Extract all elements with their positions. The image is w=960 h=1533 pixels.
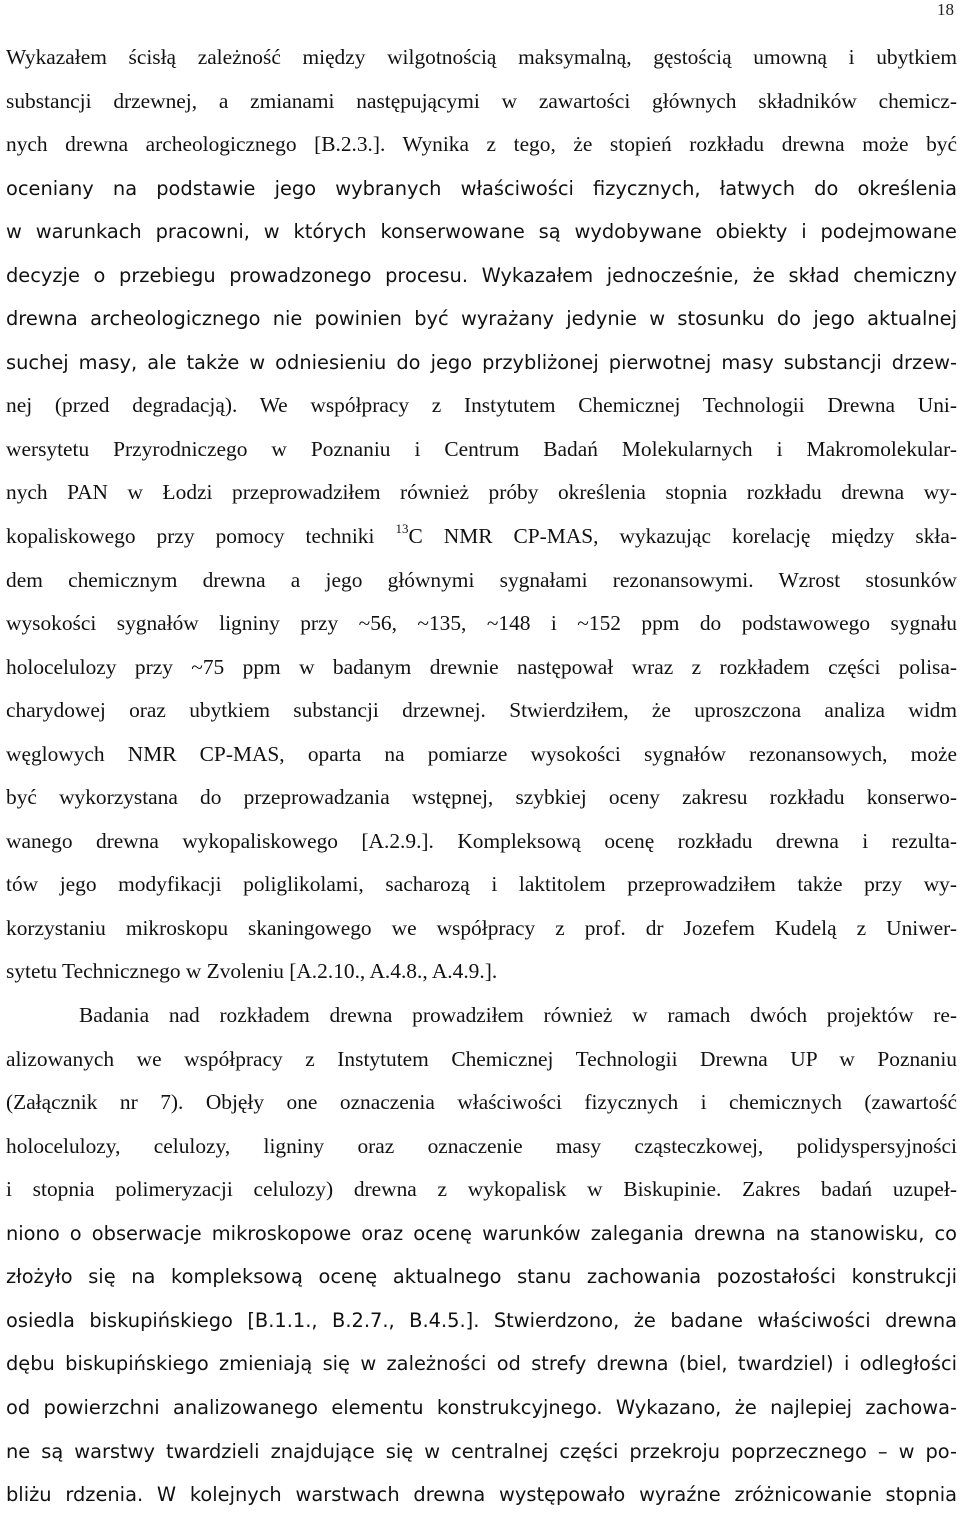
text-line: charydowej oraz ubytkiem substancji drzewnej. Stwierdziłem, że uproszczona analiza widm xyxy=(6,698,957,723)
text-line: drewna archeologicznego nie powinien być wyrażany jedynie w stosunku do jego aktualnej xyxy=(6,307,957,331)
text-line: ne są warstwy twardzieli znajdujące się w centralnej części przekroju poprzecznego – w po- xyxy=(6,1439,957,1463)
text-line: sytetu Technicznego w Zvoleniu [A.2.10., A.4.8., A.4.9.]. xyxy=(6,959,498,984)
text-line: oceniany na podstawie jego wybranych właściwości fizycznych, łatwych do określenia xyxy=(6,176,957,200)
text-line: węglowych NMR CP-MAS, oparta na pomiarze wysokości sygnałów rezonansowych, może xyxy=(6,741,957,766)
text-line: korzystaniu mikroskopu skaningowego we współpracy z prof. dr Jozefem Kudelą z Uniwer- xyxy=(6,915,957,940)
text-line: tów jego modyfikacji poliglikolami, sacharozą i laktitolem przeprowadziłem także przy wy- xyxy=(6,872,957,897)
text-line: suchej masy, ale także w odniesieniu do jego przybliżonej pierwotnej masy substancji drzew- xyxy=(6,350,957,374)
text-segment: kopaliskowego przy pomocy techniki xyxy=(6,524,396,549)
text-line: (Załącznik nr 7). Objęły one oznaczenia właściwości fizycznych i chemicznych (zawartość xyxy=(6,1090,957,1115)
text-line: od powierzchni analizowanego elementu konstrukcyjnego. Wykazano, że najlepiej zachowa- xyxy=(6,1395,957,1419)
text-line: Wykazałem ścisłą zależność między wilgotnością maksymalną, gęstością umowną i ubytkiem xyxy=(6,45,957,69)
text-line: wanego drewna wykopaliskowego [A.2.9.]. Kompleksową ocenę rozkładu drewna i rezulta- xyxy=(6,828,957,853)
text-line xyxy=(6,515,957,559)
isotope-superscript: 13 xyxy=(395,520,409,536)
text-line: dem chemicznym drewna a jego głównymi sygnałami rezonansowymi. Wzrost stosunków xyxy=(6,567,957,592)
text-line: Badania nad rozkładem drewna prowadziłem również w ramach dwóch projektów re- xyxy=(79,1003,957,1028)
text-line: substancji drzewnej, a zmianami następującymi w zawartości głównych składników chemicz- xyxy=(6,88,957,113)
text-line: holocelulozy, celulozy, ligniny oraz oznaczenie masy cząsteczkowej, polidyspersyjności xyxy=(6,1133,957,1158)
text-line: złożyło się na kompleksową ocenę aktualnego stanu zachowania pozostałości konstrukcji xyxy=(6,1265,957,1289)
text-line: bliżu rdzenia. W kolejnych warstwach drewna występowało wyraźne zróżnicowanie stopnia xyxy=(6,1483,957,1507)
text-line: nych PAN w Łodzi przeprowadziłem również próby określenia stopnia rozkładu drewna wy- xyxy=(6,480,957,505)
text-segment: C NMR CP-MAS, wykazując korelację między skła- xyxy=(408,524,957,549)
body-text xyxy=(6,36,957,1517)
text-line: alizowanych we współpracy z Instytutem Chemicznej Technologii Drewna UP w Poznaniu xyxy=(6,1046,957,1071)
text-line: i stopnia polimeryzacji celulozy) drewna z wykopalisk w Biskupinie. Zakres badań uzupeł- xyxy=(6,1177,957,1202)
text-line: nej (przed degradacją). We współpracy z Instytutem Chemicznej Technologii Drewna Uni- xyxy=(6,393,957,418)
text-line: wersytetu Przyrodniczego w Poznaniu i Centrum Badań Molekularnych i Makromolekular- xyxy=(6,436,957,461)
text-line: dębu biskupińskiego zmieniają się w zależności od strefy drewna (biel, twardziel) i odległości xyxy=(6,1352,957,1376)
text-line: być wykorzystana do przeprowadzania wstępnej, szybkiej oceny zakresu rozkładu konserwo- xyxy=(6,785,957,810)
text-line: nych drewna archeologicznego [B.2.3.]. Wynika z tego, że stopień rozkładu drewna może być xyxy=(6,132,957,157)
text-line: niono o obserwacje mikroskopowe oraz ocenę warunków zalegania drewna na stanowisku, co xyxy=(6,1221,957,1245)
text-line: wysokości sygnałów ligniny przy ~56, ~135, ~148 i ~152 ppm do podstawowego sygnału xyxy=(6,611,957,636)
text-line: decyzje o przebiegu prowadzonego procesu. Wykazałem jednocześnie, że skład chemiczny xyxy=(6,263,957,287)
text-line: w warunkach pracowni, w których konserwowane są wydobywane obiekty i podejmowane xyxy=(6,220,957,244)
text-line: holocelulozy przy ~75 ppm w badanym drewnie następował wraz z rozkładem części polisa- xyxy=(6,654,957,679)
text-line: osiedla biskupińskiego [B.1.1., B.2.7., B.4.5.]. Stwierdzono, że badane właściwości drewna xyxy=(6,1308,957,1332)
page-number: 18 xyxy=(937,0,954,19)
